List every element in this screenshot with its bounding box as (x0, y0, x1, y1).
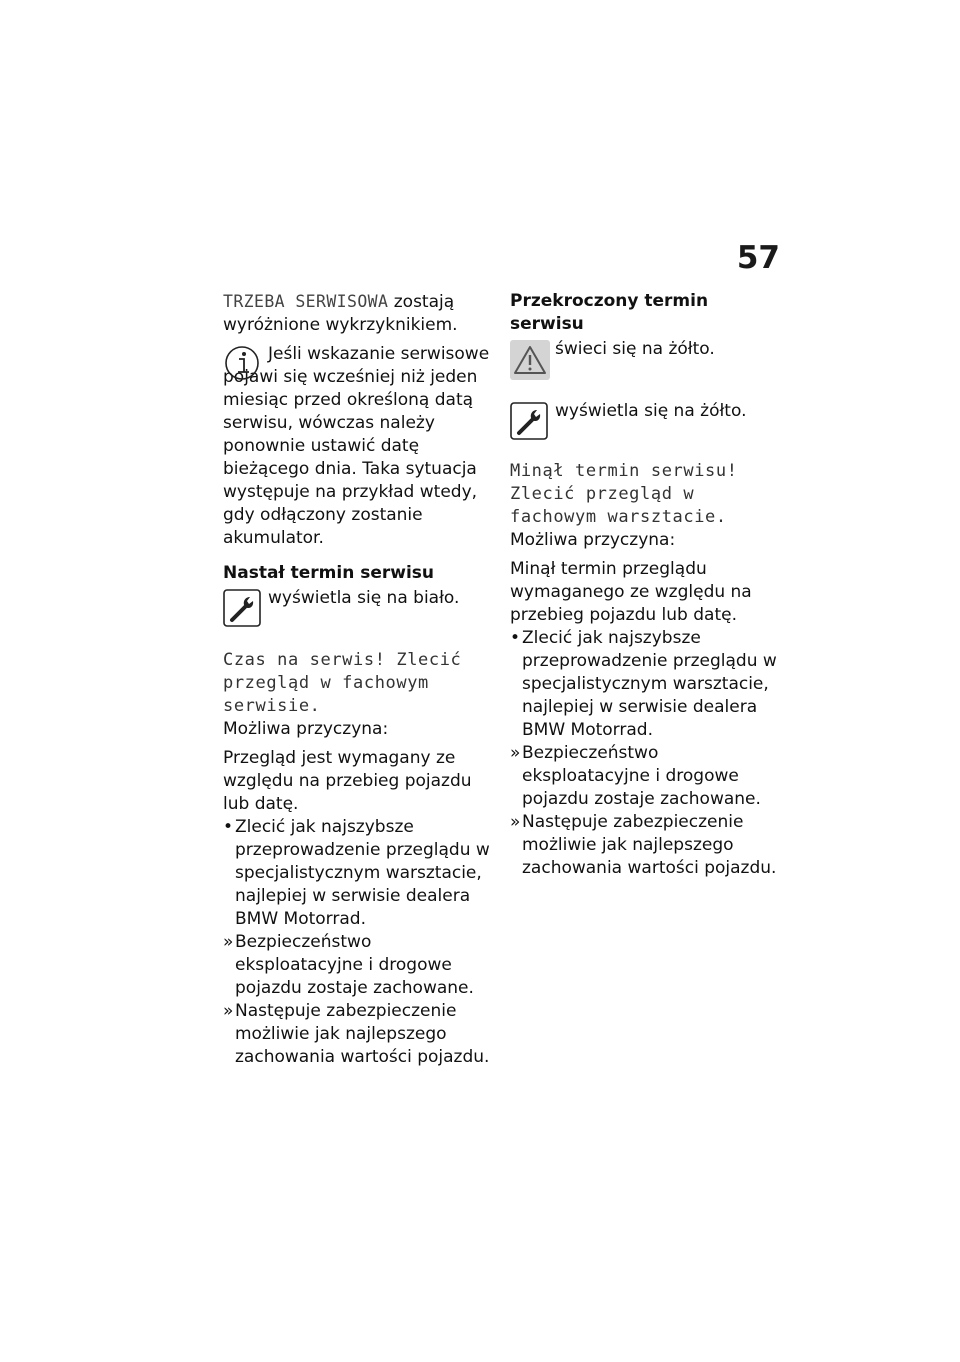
wrench-indicator-row (510, 400, 782, 446)
warning-triangle-icon (510, 340, 550, 380)
info-icon (223, 343, 261, 383)
intro-paragraph (223, 290, 495, 337)
wrench-icon (510, 402, 546, 438)
action-list (510, 627, 782, 880)
section-heading-service-overdue: Przekroczony termin serwisu (510, 291, 709, 334)
wrench-indicator-text: wyświetla się na biało. (268, 588, 460, 608)
note-block (223, 343, 495, 550)
warning-indicator-text: świeci się na żółto. (555, 339, 715, 359)
cause-text: Przegląd jest wymagany ze względu na przebieg pojazdu lub datę. (223, 748, 472, 814)
display-message: Minął termin serwisu! Zlecić przegląd w fachowym warsztacie. (510, 461, 738, 527)
action-list (223, 816, 495, 1069)
warning-indicator-row (510, 338, 782, 388)
list-item: » Następuje zabezpieczenie możliwie jak najlepszego zachowania wartości pojazdu. (510, 812, 777, 878)
intro-text: zostają wyróżnione wykrzyknikiem. (223, 292, 458, 335)
left-column (223, 290, 495, 1069)
list-item: • Zlecić jak najszybsze przeprowadzenie przeglądu w specjalistycznym warsztacie, najlepiej w serwisie dealera BMW Motorrad. (510, 628, 777, 740)
result-marker: » (510, 743, 521, 763)
list-item: • Zlecić jak najszybsze przeprowadzenie przeglądu w specjalistycznym warsztacie, najlepiej w serwisie dealera BMW Motorrad. (223, 817, 490, 929)
cause-label: Możliwa przyczyna: (510, 530, 676, 550)
display-message: Czas na serwis! Zlecić przegląd w fachowym serwisie. (223, 650, 462, 716)
wrench-icon (223, 589, 259, 625)
right-column (510, 290, 782, 880)
result-marker: » (223, 932, 234, 952)
wrench-indicator-text: wyświetla się na żółto. (555, 401, 747, 421)
wrench-indicator-row (223, 587, 495, 633)
result-marker: » (510, 812, 521, 832)
list-item: » Bezpieczeństwo eksploatacyjne i drogowe pojazdu zostaje zachowane. (223, 932, 474, 998)
list-item: » Bezpieczeństwo eksploatacyjne i drogowe pojazdu zostaje zachowane. (510, 743, 761, 809)
page-number: 57 (736, 240, 780, 276)
list-item: » Następuje zabezpieczenie możliwie jak najlepszego zachowania wartości pojazdu. (223, 1001, 490, 1067)
section-heading-service-due: Nastał termin serwisu (223, 563, 435, 583)
result-marker: » (223, 1001, 234, 1021)
note-text: Jeśli wskazanie serwisowe pojawi się wcześniej niż jeden miesiąc przed określoną datą serwisu, wówczas należy ponownie ustawić datę bieżącego dnia. Taka sytuacja występuje na przykład wtedy, gdy odłączony zostanie akumulator. (223, 344, 490, 548)
bullet-marker: • (510, 628, 521, 648)
service-label-mono: TRZEBA SERWISOWA (223, 292, 389, 311)
cause-text: Minął termin przeglądu wymaganego ze względu na przebieg pojazdu lub datę. (510, 559, 752, 625)
bullet-marker: • (223, 817, 234, 837)
cause-label: Możliwa przyczyna: (223, 719, 389, 739)
